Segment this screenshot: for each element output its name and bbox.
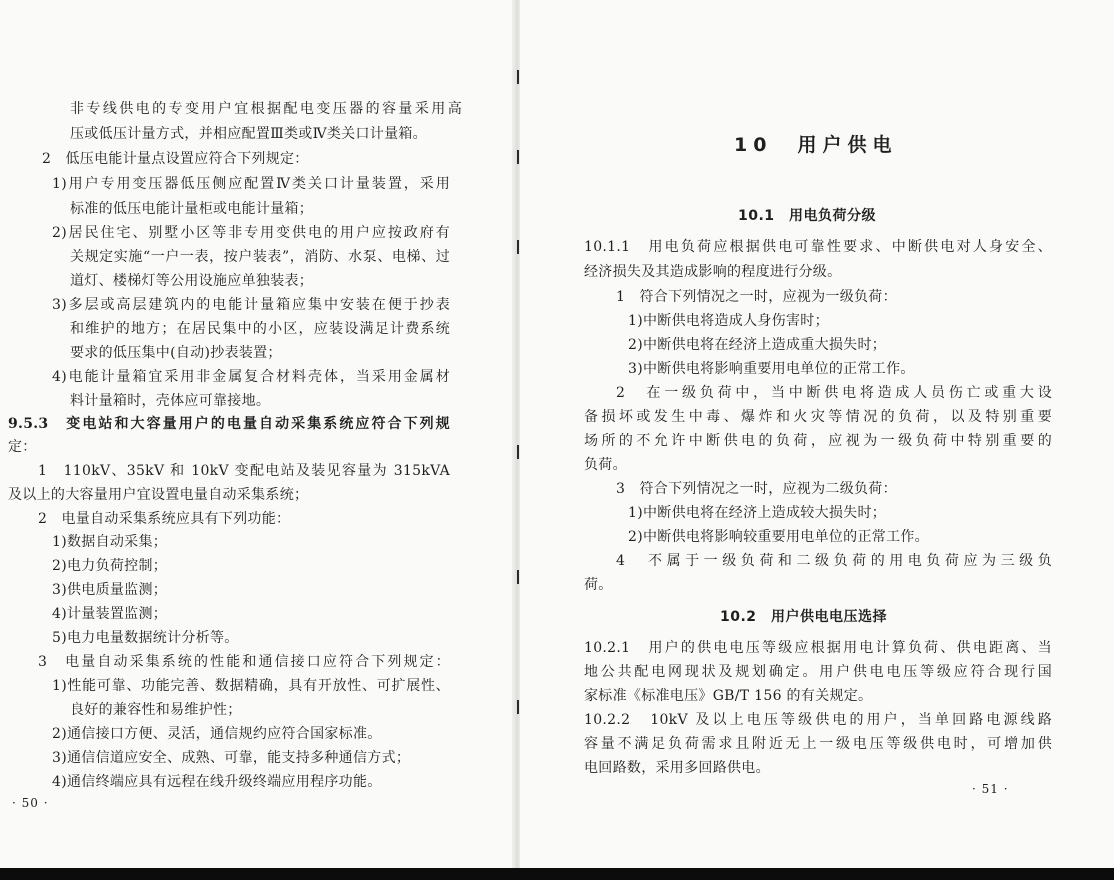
text-line: 3 电量自动采集系统的性能和通信接口应符合下列规定： xyxy=(38,654,450,670)
page-number: · 51 · xyxy=(972,782,1009,796)
text-line: 经济损失及其造成影响的程度进行分级。 xyxy=(584,264,842,280)
text-line: 2)中断供电将在经济上造成重大损失时； xyxy=(628,337,887,353)
text-line: 3 符合下列情况之一时，应视为二级负荷： xyxy=(616,481,897,497)
right-page xyxy=(520,0,1114,868)
text-line: 1 符合下列情况之一时，应视为一级负荷： xyxy=(616,289,897,305)
text-line: 3)供电质量监测； xyxy=(52,582,168,598)
clause-heading: 10.1.1 用电负荷应根据供电可靠性要求、中断供电对人身安全、 xyxy=(584,239,1052,255)
section-title: 10.1 用电负荷分级 xyxy=(738,208,877,224)
scan-mark xyxy=(517,150,519,164)
scan-mark xyxy=(517,70,519,84)
scan-mark xyxy=(517,240,519,254)
text-line: 4)计量装置监测； xyxy=(52,606,168,622)
text-line: 压或低压计量方式，并相应配置Ⅲ类或Ⅳ类关口计量箱。 xyxy=(70,126,427,142)
text-line: 2 在一级负荷中，当中断供电将造成人员伤亡或重大设 xyxy=(616,385,1052,401)
text-line: 2)中断供电将影响较重要用电单位的正常工作。 xyxy=(628,529,929,545)
text-line: 2 低压电能计量点设置应符合下列规定： xyxy=(42,151,309,167)
text-line: 4)通信终端应具有远程在线升级终端应用程序功能。 xyxy=(52,774,382,790)
text-line: 1)数据自动采集； xyxy=(52,534,168,550)
text-line: 1 110kV、35kV 和 10kV 变配电站及装见容量为 315kVA xyxy=(38,463,450,479)
scan-mark xyxy=(517,570,519,584)
text-line: 1)中断供电将造成人身伤害时； xyxy=(628,313,829,329)
page-number: · 50 · xyxy=(12,796,49,810)
text-line: 关规定实施“一户一表，按户装表”，消防、水泵、电梯、过 xyxy=(70,249,450,265)
text-line: 备损坏或发生中毒、爆炸和火灾等情况的负荷，以及特别重要 xyxy=(584,409,1052,425)
text-line: 负荷。 xyxy=(584,457,627,473)
text-line: 家标准《标准电压》GB/T 156 的有关规定。 xyxy=(584,688,873,704)
text-line: 道灯、楼梯灯等公用设施应单独装表； xyxy=(70,273,314,289)
text-line: 2 电量自动采集系统应具有下列功能： xyxy=(38,511,291,527)
text-line: 荷。 xyxy=(584,577,613,593)
scan-mark xyxy=(517,700,519,714)
text-line: 场所的不允许中断供电的负荷，应视为一级负荷中特别重要的 xyxy=(584,433,1052,449)
text-line: 容量不满足负荷需求且附近无上一级电压等级供电时，可增加供 xyxy=(584,736,1052,752)
text-line: 标准的低压电能计量柜或电能计量箱； xyxy=(70,201,314,217)
clause-heading: 10.2.1 用户的供电电压等级应根据用电计算负荷、供电距离、当 xyxy=(584,640,1052,656)
clause-heading: 9.5.3 变电站和大容量用户的电量自动采集系统应符合下列规 xyxy=(8,416,450,432)
text-line: 2)通信接口方便、灵活，通信规约应符合国家标准。 xyxy=(52,726,382,742)
text-line: 1)用户专用变压器低压侧应配置Ⅳ类关口计量装置，采用 xyxy=(52,176,450,192)
text-line: 2)居民住宅、别墅小区等非专用变供电的用户应按政府有 xyxy=(52,225,450,241)
scan-mark xyxy=(517,445,519,459)
text-line: 和维护的地方；在居民集中的小区，应装设满足计费系统 xyxy=(70,321,450,337)
text-line: 要求的低压集中(自动)抄表装置； xyxy=(70,345,282,361)
left-page xyxy=(0,0,514,868)
text-line: 1)中断供电将在经济上造成较大损失时； xyxy=(628,505,887,521)
scan-bottom-edge xyxy=(0,868,1114,880)
text-line: 及以上的大容量用户宜设置电量自动采集系统； xyxy=(8,487,309,503)
text-line: 3)通信信道应安全、成熟、可靠，能支持多种通信方式； xyxy=(52,750,411,766)
text-line: 3)多层或高层建筑内的电能计量箱应集中安装在便于抄表 xyxy=(52,297,450,313)
text-line: 良好的兼容性和易维护性； xyxy=(70,702,242,718)
text-line: 电回路数，采用多回路供电。 xyxy=(584,760,770,776)
text-line: 4)电能计量箱宜采用非金属复合材料壳体，当采用金属材 xyxy=(52,369,450,385)
chapter-title: 10 用户供电 xyxy=(734,134,898,156)
clause-heading: 10.2.2 10kV 及以上电压等级供电的用户，当单回路电源线路 xyxy=(584,712,1052,728)
section-title: 10.2 用户供电电压选择 xyxy=(720,609,888,625)
text-line: 3)中断供电将影响重要用电单位的正常工作。 xyxy=(628,361,915,377)
text-line: 5)电力电量数据统计分析等。 xyxy=(52,630,239,646)
text-line: 1)性能可靠、功能完善、数据精确，具有开放性、可扩展性、 xyxy=(52,678,450,694)
text-line: 定： xyxy=(8,439,37,455)
text-line: 地公共配电网现状及规划确定。用户供电电压等级应符合现行国 xyxy=(584,664,1052,680)
text-line: 料计量箱时，壳体应可靠接地。 xyxy=(70,393,271,409)
text-line: 4 不属于一级负荷和二级负荷的用电负荷应为三级负 xyxy=(616,553,1052,569)
text-line: 2)电力负荷控制； xyxy=(52,558,168,574)
text-line: 非专线供电的专变用户宜根据配电变压器的容量采用高 xyxy=(70,101,462,117)
